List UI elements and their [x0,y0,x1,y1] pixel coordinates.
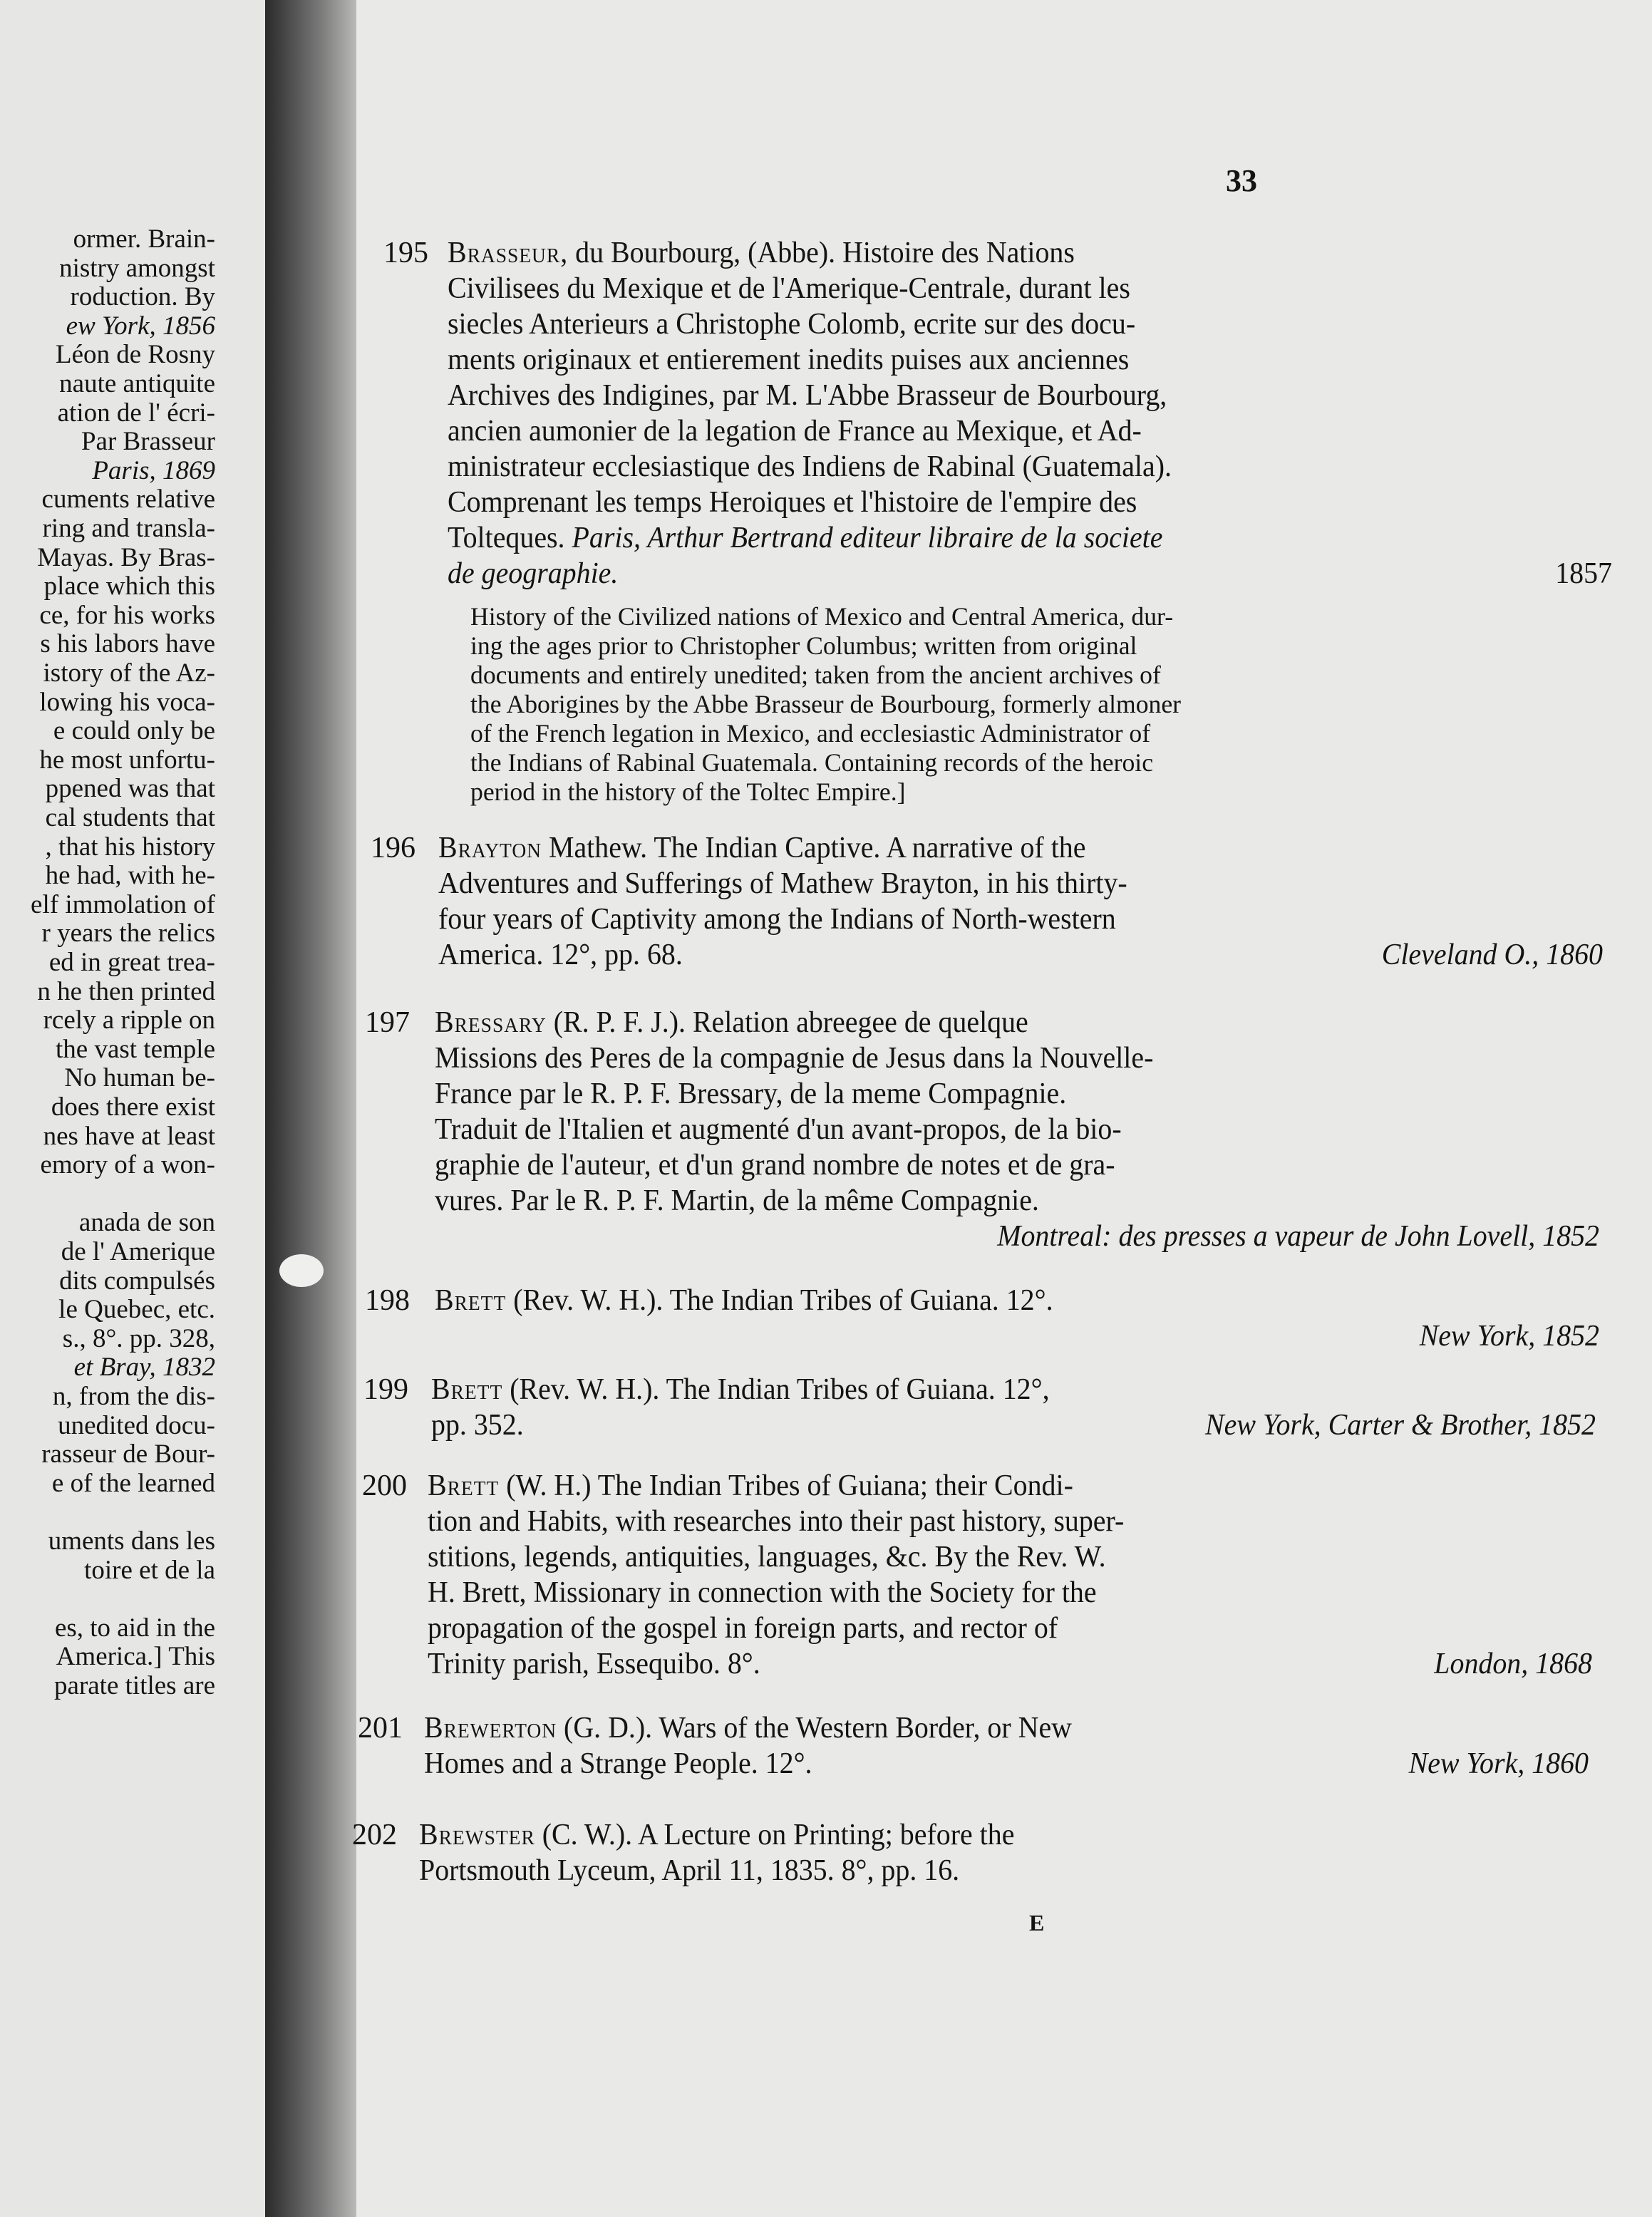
entry-line: Missions des Peres de la compagnie de Jesus dans la Nouvelle- [435,1042,1154,1075]
entry-imprint: Cleveland O., 1860 [1381,939,1603,971]
left-page-line: America.] This [56,1642,215,1672]
entry-201 [424,1710,1652,1782]
left-page-line: naute antiquite [59,369,215,398]
left-page-line: s., 8°. pp. 328, [62,1323,215,1353]
book-gutter [265,0,356,2217]
left-page-line: Paris, 1869 [92,455,215,485]
entry-imprint: New York, 1852 [1419,1320,1599,1353]
entry-number-199: 199 [363,1373,408,1406]
translation-line: documents and entirely unedited; taken from the ancient archives of [470,661,1161,689]
entry-imprint: New York, 1860 [1408,1747,1589,1780]
entry-line: Comprenant les temps Heroiques et l'histoire de l'empire des [448,486,1137,519]
left-page-line: ppened was that [45,774,215,804]
entry-author: Brett [431,1373,503,1406]
left-page-line: es, to aid in the [54,1613,215,1643]
left-page-line: roduction. By [70,282,215,312]
left-page-line: elf immolation of [31,889,215,919]
left-page-line: cal students that [45,803,215,832]
left-page-line: ed in great trea- [48,948,215,977]
left-page-line: uments dans les [48,1526,215,1556]
entry-195-translation [470,602,1181,807]
entry-author: Brett [435,1284,507,1317]
left-page-line: emory of a won- [40,1150,215,1180]
left-page-line: , that his history [45,832,215,862]
entry-line: vures. Par le R. P. F. Martin, de la même Compagnie. [435,1184,1039,1217]
translation-line: History of the Civilized nations of Mexico and Central America, dur- [470,602,1174,631]
entry-line: ancien aumonier de la legation de France au Mexique, et Ad- [448,415,1142,448]
entry-number-200: 200 [362,1469,407,1502]
translation-line: ing the ages prior to Christopher Columbus; written from original [470,631,1137,660]
entry-imprint: New York, Carter & Brother, 1852 [1205,1409,1596,1442]
entry-line: stitions, legends, antiquities, languages, &c. By the Rev. W. [428,1541,1106,1573]
left-page-line: rasseur de Bour- [41,1440,215,1469]
entry-line: Civilisees du Mexique et de l'Amerique-Centrale, durant les [448,272,1130,305]
left-page-line: s his labors have [40,629,215,659]
entry-number-202: 202 [352,1819,397,1851]
entry-line: Portsmouth Lyceum, April 11, 1835. 8°, pp. 16. [419,1854,960,1887]
left-page-fragment [0,0,265,2217]
entry-line: Trinity parish, Essequibo. 8°. [428,1648,760,1680]
entry-line: Archives des Indigines, par M. L'Abbe Brasseur de Bourbourg, [448,379,1167,412]
entry-imprint: de geographie. [448,557,619,590]
entry-line: Adventures and Sufferings of Mathew Brayton, in his thirty- [438,867,1127,900]
entry-line: (Rev. W. H.). The Indian Tribes of Guiana. 12°, [510,1373,1050,1406]
entry-line: (Rev. W. H.). The Indian Tribes of Guiana. 12°. [513,1284,1053,1317]
translation-line: of the French legation in Mexico, and ecclesiastic Administrator of [470,719,1151,748]
entry-line: ments originaux et entierement inedits puises aux anciennes [448,343,1130,376]
entry-198 [435,1283,1652,1354]
entry-line: four years of Captivity among the Indians of North-western [438,903,1116,936]
left-page-line: toire et de la [84,1555,215,1585]
left-page-line: ew York, 1856 [66,311,215,341]
entry-line: Tolteques. [448,522,565,554]
left-page-line: ation de l' écri- [57,398,215,428]
left-page-line: he most unfortu- [39,745,215,775]
entry-date: 1857 [1555,557,1612,590]
entry-author: Brewster [419,1819,535,1851]
entry-line: (G. D.). Wars of the Western Border, or New [564,1712,1072,1745]
entry-202 [419,1817,1651,1888]
entry-line: tion and Habits, with researches into their past history, super- [428,1505,1125,1538]
left-page-line: nes have at least [43,1121,215,1151]
left-page-line: Par Brasseur [81,427,215,457]
entry-number-195: 195 [383,237,428,269]
entry-author: Brayton [438,832,542,864]
left-page-line: anada de son [78,1208,215,1238]
signature-mark: E [1029,1910,1045,1936]
left-page-line: ce, for his works [39,600,215,630]
entry-line: (W. H.) The Indian Tribes of Guiana; their Condi- [506,1469,1073,1502]
entry-author: Bressary [435,1006,547,1039]
left-page-line: n, from the dis- [52,1382,215,1411]
entry-line: (C. W.). A Lecture on Printing; before the [542,1819,1015,1851]
translation-line: the Aborigines by the Abbe Brasseur de Bourbourg, formerly almoner [470,690,1182,718]
entry-line: France par le R. P. F. Bressary, de la meme Compagnie. [435,1078,1067,1110]
entry-line: Mathew. The Indian Captive. A narrative of the [548,832,1086,864]
left-page-line: de l' Amerique [61,1237,215,1266]
left-page-line: r years the relics [41,919,215,949]
left-page-line: Léon de Rosny [55,340,215,370]
entry-line: Traduit de l'Italien et augmenté d'un avant-propos, de la bio- [435,1113,1122,1146]
left-page-line: does there exist [51,1092,215,1122]
left-page-line: unedited docu- [58,1410,215,1440]
translation-line: the Indians of Rabinal Guatemala. Containing records of the heroic [470,748,1154,777]
entry-line: (R. P. F. J.). Relation abreegee de quelque [553,1006,1028,1039]
left-page-line: No human be- [64,1063,215,1093]
entry-line: siecles Anterieurs a Christophe Colomb, ecrite sur des docu- [448,308,1136,341]
entry-line: America. 12°, pp. 68. [438,939,683,971]
entry-imprint: London, 1868 [1434,1648,1592,1680]
left-page-line: istory of the Az- [43,658,215,688]
entry-199 [431,1372,1652,1443]
left-page-line: n he then printed [37,976,215,1006]
left-page-line: nistry amongst [59,253,215,283]
left-page-line: lowing his voca- [39,687,215,717]
entry-195 [448,235,1652,591]
entry-196 [438,830,1652,973]
left-page-line: he had, with he- [45,861,215,891]
entry-author: Brett [428,1469,500,1502]
left-page-line: et Bray, 1832 [73,1353,215,1383]
entry-line: graphie de l'auteur, et d'un grand nombre de notes et de gra- [435,1149,1115,1182]
entry-line: du Bourbourg, (Abbe). Histoire des Nations [575,237,1075,269]
left-page-line: ring and transla- [42,514,215,543]
entry-author: Brewerton [424,1712,557,1745]
entry-197 [435,1005,1652,1254]
entry-number-201: 201 [358,1712,403,1745]
right-page [352,0,1652,2217]
left-page-line: parate titles are [54,1671,215,1700]
left-page-line: place which this [43,572,215,601]
entry-imprint: Paris, Arthur Bertrand editeur libraire de la societe [572,522,1163,554]
left-page-line: dits compulsés [59,1266,215,1296]
left-page-line: the vast temple [56,1034,215,1064]
entry-imprint: Montreal: des presses a vapeur de John Lovell, 1852 [997,1220,1599,1253]
page-number: 33 [1226,163,1257,198]
left-page-line: e of the learned [51,1468,215,1498]
entry-number-197: 197 [365,1006,410,1039]
left-page-line: ormer. Brain- [73,224,215,254]
left-page-line: le Quebec, etc. [58,1295,215,1325]
left-page-line: Mayas. By Bras- [37,542,215,572]
entry-line: Homes and a Strange People. 12°. [424,1747,812,1780]
left-page-line: e could only be [53,716,215,746]
entry-line: ministrateur ecclesiastique des Indiens de Rabinal (Guatemala). [448,450,1172,483]
entry-number-198: 198 [365,1284,410,1317]
translation-line: period in the history of the Toltec Empire.] [470,777,906,806]
entry-author: Brasseur, [448,237,569,269]
entry-line: propagation of the gospel in foreign parts, and rector of [428,1612,1058,1645]
entry-200 [428,1468,1652,1682]
entry-line: H. Brett, Missionary in connection with the Society for the [428,1576,1097,1609]
left-page-line: cuments relative [41,485,215,515]
entry-number-196: 196 [371,832,415,864]
left-page-line: rcely a ripple on [43,1006,215,1035]
paper-blot [279,1254,324,1287]
entry-line: pp. 352. [431,1409,524,1442]
